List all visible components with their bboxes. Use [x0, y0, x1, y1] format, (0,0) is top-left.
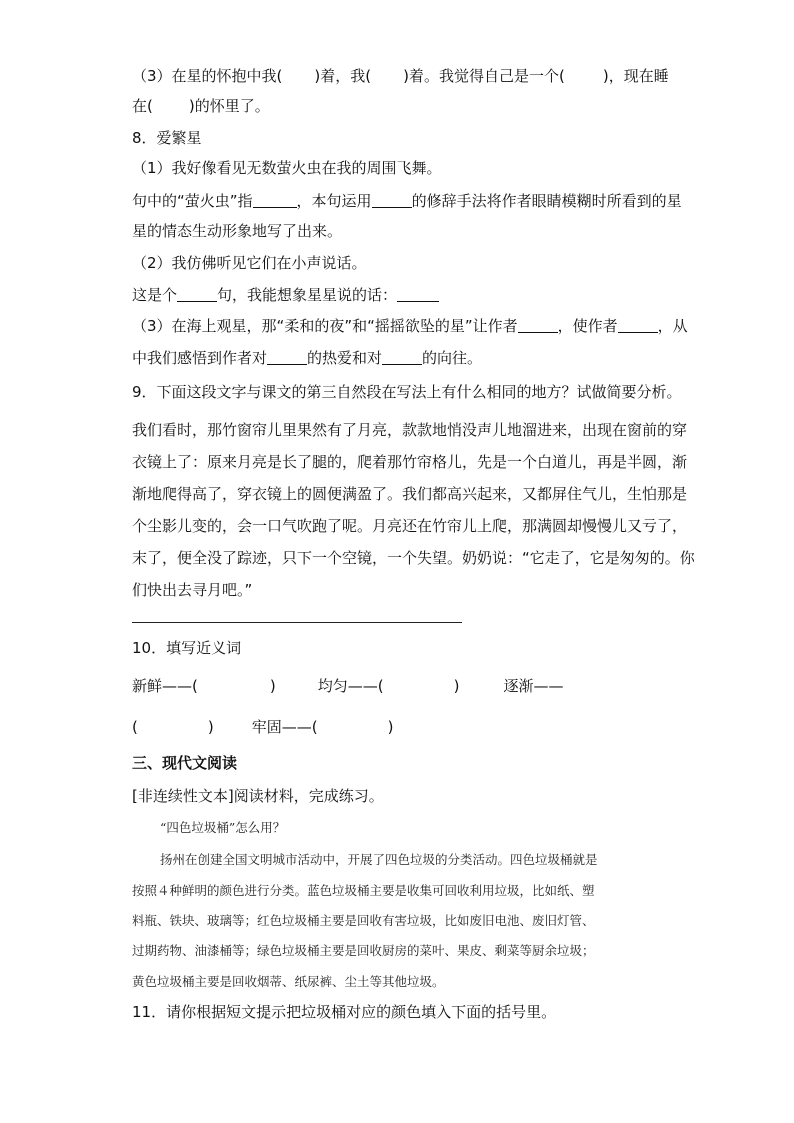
section-intro: [非连续性文本]阅读材料，完成练习。	[132, 787, 384, 805]
q10-paren: )	[207, 718, 214, 736]
q9-answer-line[interactable]	[132, 622, 462, 623]
q9-passage-line: 个尘影儿变的，会一口气吹跑了呢。月亮还在竹帘儿上爬，那满圆却慢慢儿又亏了，	[132, 517, 688, 535]
q9-passage-line: 末了，便全没了踪迹，只下一个空镜，一个失望。奶奶说：“它走了，它是匆匆的。你	[132, 549, 695, 567]
q10-paren: )	[387, 718, 394, 736]
q8-text: 句，我能想象星星说的话：	[217, 286, 398, 304]
q10-word: 逐渐——	[503, 677, 564, 695]
answer-underline[interactable]	[382, 350, 422, 365]
q8-item2-line2	[132, 285, 439, 305]
answer-underline[interactable]	[372, 193, 412, 208]
q10-title: 10．填写近义词	[132, 639, 242, 657]
q8-title: 8．爱繁星	[132, 129, 202, 147]
q7-text: )着。我觉得自己是一个(	[403, 67, 565, 85]
q10-row2	[132, 717, 393, 737]
q7-text: 在(	[132, 97, 153, 115]
q10-word: 新鲜——(	[132, 677, 198, 695]
q8-text: 句中的“萤火虫”指	[132, 192, 253, 210]
answer-underline[interactable]	[618, 318, 658, 333]
q8-item3	[132, 316, 688, 336]
q8-text: （3）在海上观星，那“柔和的夜”和“摇摇欲坠的星”让作者	[132, 317, 518, 335]
q8-item2: （2）我仿佛听见它们在小声说话。	[132, 254, 367, 272]
q7-text: )的怀里了。	[188, 97, 270, 115]
answer-underline[interactable]	[253, 193, 297, 208]
q7-item3-line2	[132, 96, 270, 116]
q8-item1: （1）我好像看见无数萤火虫在我的周围飞舞。	[132, 159, 442, 177]
q10-paren: )	[269, 677, 276, 695]
article-line: 黄色垃圾桶主要是回收烟蒂、纸尿裤、尘土等其他垃圾。	[132, 974, 445, 989]
q8-text: 这是个	[132, 286, 178, 304]
q9-passage-line: 我们看时，那竹窗帘儿里果然有了月亮，款款地悄没声儿地溜进来，出现在窗前的穿	[132, 421, 688, 439]
article-line: 料瓶、铁块、玻璃等；红色垃圾桶主要是回收有害垃圾，比如废旧电池、废旧灯管、	[132, 913, 595, 928]
q7-item3-line1	[132, 66, 669, 86]
q8-item1-line2	[132, 191, 682, 211]
q8-text: ，本句运用	[296, 192, 372, 210]
q9-passage-line: 衣镜上了：原来月亮是长了腿的，爬着那竹帘格儿，先是一个白道儿，再是半圆，渐	[132, 453, 688, 471]
q8-text: 中我们感悟到作者对	[132, 349, 268, 367]
q8-text: ，从	[657, 317, 688, 335]
article-line: 按照４种鲜明的颜色进行分类。蓝色垃圾桶主要是收集可回收利用垃圾，比如纸、塑	[132, 883, 595, 898]
q8-text: 的修辞手法将作者眼睛模糊时所看到的星	[411, 192, 682, 210]
q10-word: 均匀——(	[317, 677, 384, 695]
q9-title: 9．下面这段文字与课文的第三自然段在写法上有什么相同的地方？试做简要分析。	[132, 383, 682, 401]
q10-paren: )	[453, 677, 460, 695]
article-line: 过期药物、油漆桶等；绿色垃圾桶主要是回收厨房的菜叶、果皮、剩菜等厨余垃圾；	[132, 943, 595, 958]
article-title: “四色垃圾桶”怎么用？	[160, 820, 286, 835]
q8-text: 的热爱和对	[307, 349, 383, 367]
q9-passage-line: 渐地爬得高了，穿衣镜上的圆便满盈了。我们都高兴起来，又都屏住气儿，生怕那是	[132, 485, 688, 503]
q10-paren: (	[132, 718, 138, 736]
answer-underline[interactable]	[177, 287, 217, 302]
answer-underline[interactable]	[518, 318, 558, 333]
q7-text: )，现在睡	[602, 67, 669, 85]
q8-text: ，使作者	[557, 317, 618, 335]
q11-title: 11．请你根据短文提示把垃圾桶对应的颜色填入下面的括号里。	[132, 1003, 557, 1021]
answer-underline[interactable]	[267, 350, 307, 365]
q10-row1	[132, 676, 563, 696]
q10-word: 牢固——(	[251, 718, 318, 736]
q8-item3-line2	[132, 348, 482, 368]
q8-item1-line3: 星的情态生动形象地写了出来。	[132, 222, 343, 240]
q7-text: )着，我(	[314, 67, 372, 85]
q9-passage-line: 们快出去寻月吧。”	[132, 581, 253, 599]
q8-text: 的向往。	[422, 349, 483, 367]
answer-underline[interactable]	[397, 287, 439, 302]
q7-text: （3）在星的怀抱中我(	[132, 67, 283, 85]
section-heading: 三、现代文阅读	[132, 754, 238, 772]
article-line: 扬州在创建全国文明城市活动中，开展了四色垃圾的分类活动。四色垃圾桶就是	[160, 852, 598, 867]
